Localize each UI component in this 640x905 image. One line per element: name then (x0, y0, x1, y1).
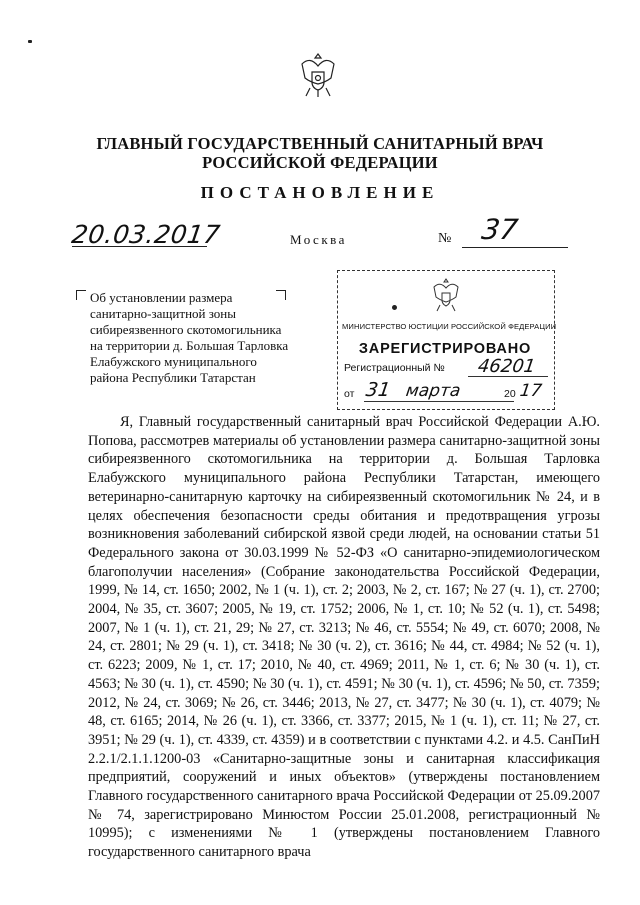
handwritten-number: 37 (479, 213, 520, 246)
subject-line: на территории д. Большая Тарловка (90, 338, 289, 353)
stamp-coat-of-arms-icon (430, 277, 462, 313)
registration-stamp (337, 270, 555, 410)
subject-line: Об установлении размера (90, 290, 233, 305)
subject-line: сибиреязвенного скотомогильника (90, 322, 282, 337)
document-type-title: ПОСТАНОВЛЕНИЕ (200, 183, 440, 202)
stamp-date-underline (364, 401, 514, 402)
stamp-from-label: от (344, 388, 355, 400)
stamp-dot (392, 305, 397, 310)
stamp-reg-number: 46201 (476, 356, 537, 377)
stamp-day: 31 (364, 379, 392, 401)
stamp-ministry: МИНИСТЕРСТВО ЮСТИЦИИ РОССИЙСКОЙ ФЕДЕРАЦИИ (342, 322, 557, 331)
subject-bracket-left (76, 290, 86, 300)
stamp-month: марта (404, 381, 462, 401)
issuing-authority (0, 134, 640, 172)
scan-speck (28, 40, 32, 43)
coat-of-arms-icon (296, 50, 340, 100)
stamp-year: 17 (518, 381, 544, 401)
number-underline (462, 247, 568, 248)
stamp-status: ЗАРЕГИСТРИРОВАНО (358, 341, 532, 357)
number-label: № (438, 231, 452, 246)
date-underline (72, 246, 207, 247)
stamp-year-prefix: 20 (504, 388, 516, 400)
subject-line: Елабужского муниципального (90, 354, 257, 369)
subject-line: района Республики Татарстан (90, 370, 256, 385)
stamp-reg-underline (468, 376, 548, 377)
subject-line: санитарно-защитной зоны (90, 306, 236, 321)
body-paragraph: Я, Главный государственный санитарный врач Российской Федерации А.Ю. Попова, рассмотрев материалы об установлении размера санитарно-защитной зоны сибиреязвенного скотомогильника на территории д. Большая Тарловка Елабужского муниципального района Республики Татарстан, имеющего ветеринарно-санитарную карточку на сибиреязвенный скотомогильник № 24, и в целях обеспечения безопасности среды обитания и предотвращения угрозы возникновения заболеваний сибирской язвой среди людей, на основании статьи 51 Федерального закона от 30.03.1999 № 52-ФЗ «О санитарно-эпидемиологическом благополучии населения» (Собрание законодательства Российской Федерации, 1999, № 14, ст. 1650; 2002, № 1 (ч. 1), ст. 2; 2003, № 2, ст. 167; № 27 (ч. 1), ст. 2700; 2004, № 35, ст. 3607; 2005, № 19, ст. 1752; 2006, № 1, ст. 10; № 52 (ч. 1), ст. 5498; 2007, № 1 (ч. 1), ст. 21, 29; № 27, ст. 3213; № 46, ст. 5554; № 49, ст. 6070; 2008, № 24, ст. 2801; № 29 (ч. 1), ст. 3418; № 30 (ч. 2), ст. 3616; № 44, ст. 4984; № 52 (ч. 1), ст. 6223; 2009, № 1, ст. 17; 2010, № 40, ст. 4969; 2011, № 1, ст. 6; № 30 (ч. 1), ст. 4563; № 30 (ч. 1), ст. 4590; № 30 (ч. 1), ст. 4591; № 30 (ч. 1), ст. 4596; № 50, ст. 7359; 2012, № 24, ст. 3069; № 26, ст. 3446; 2013, № 27, ст. 3477; № 30 (ч. 1), ст. 4079; № 48, ст. 6165; 2014, № 26 (ч. 1), ст. 3366, ст. 3377; 2015, № 1 (ч. 1), ст. 11; № 27, ст. 3951; № 29 (ч. 1), ст. 4339, ст. 4359) и в соответствии с пунктами 4.2. и 4.5. СанПиН 2.2.1/2.1.1.1200-03 «Санитарно-защитные зоны и санитарная классификация предприятий, сооружений и иных объектов» (утверждены постановлением Главного государственного санитарного врача Российской Федерации от 25.09.2007 № 74, зарегистрировано Минюстом России 25.01.2008, регистрационный № 10995); с изменениями № 1 (утверждены постановлением Главного государственного санитарного врача (88, 414, 600, 861)
authority-line-1: ГЛАВНЫЙ ГОСУДАРСТВЕННЫЙ САНИТАРНЫЙ ВРАЧ (96, 134, 544, 153)
authority-line-2: РОССИЙСКОЙ ФЕДЕРАЦИИ (202, 153, 438, 172)
city: Москва (290, 232, 347, 247)
stamp-reg-label: Регистрационный № (344, 362, 445, 374)
handwritten-date: 20.03.2017 (69, 220, 223, 249)
document-subject (90, 290, 290, 386)
